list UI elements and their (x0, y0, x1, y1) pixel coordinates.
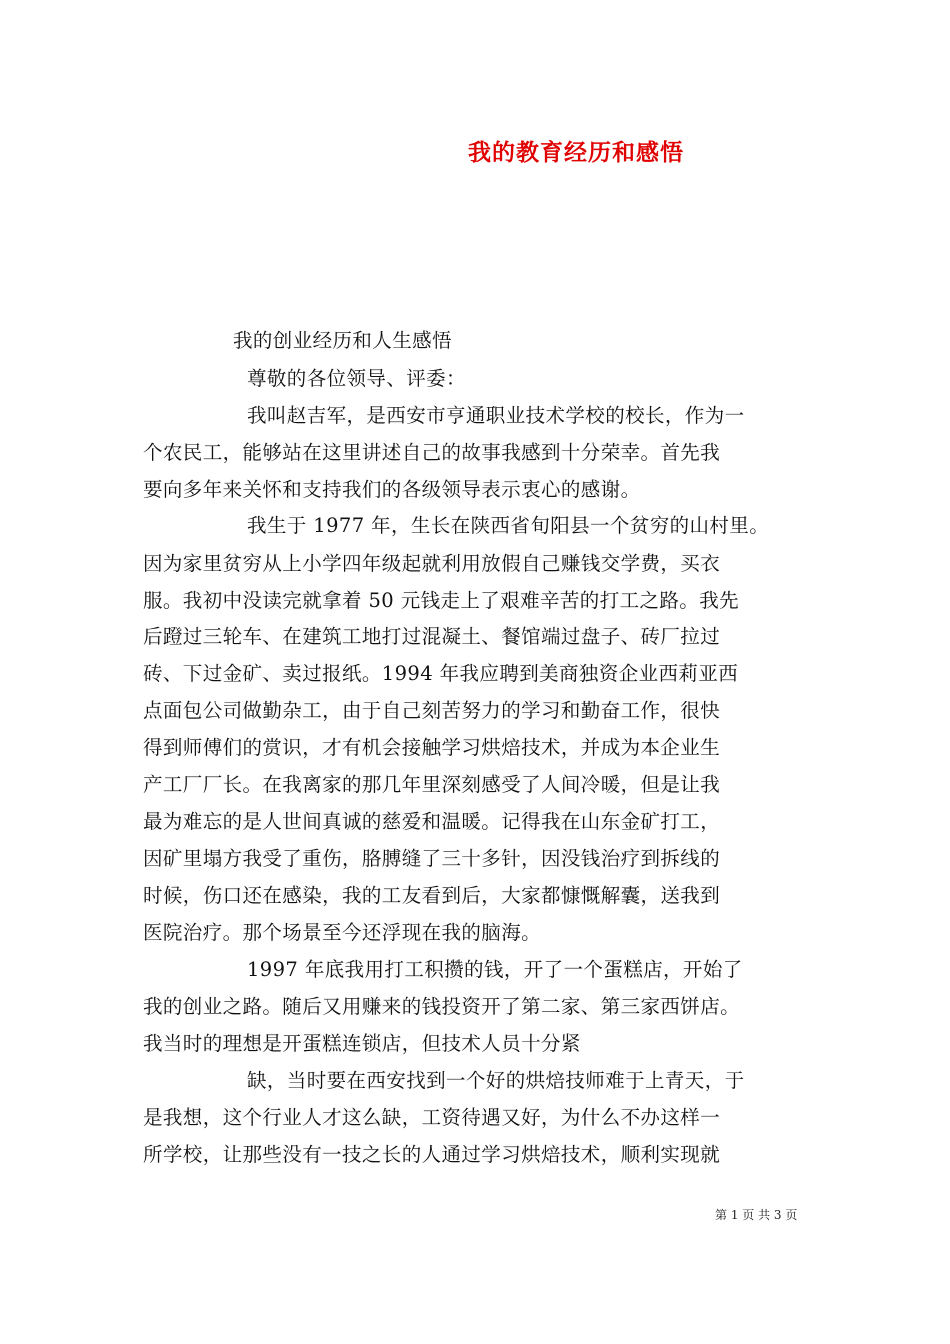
body-line: 产工厂厂长。在我离家的那几年里深刻感受了人间冷暖，但是让我 (143, 773, 721, 796)
body-line: 时候，伤口还在感染，我的工友看到后，大家都慷慨解囊，送我到 (143, 884, 721, 907)
salutation: 尊敬的各位领导、评委： (247, 367, 466, 390)
body-line: 所学校，让那些没有一技之长的人通过学习烘焙技术，顺利实现就 (143, 1143, 721, 1166)
subtitle: 我的创业经历和人生感悟 (233, 329, 452, 352)
body-line: 1997 年底我用打工积攒的钱，开了一个蛋糕店，开始了 (247, 958, 743, 981)
body-line: 医院治疗。那个场景至今还浮现在我的脑海。 (143, 921, 542, 944)
body-line: 服。我初中没读完就拿着 50 元钱走上了艰难辛苦的打工之路。我先 (143, 589, 740, 612)
body-line: 最为难忘的是人世间真诚的慈爱和温暖。记得我在山东金矿打工， (143, 810, 721, 833)
body-line: 因矿里塌方我受了重伤，胳膊缝了三十多针，因没钱治疗到拆线的 (143, 847, 721, 870)
body-line: 点面包公司做勤杂工，由于自己刻苦努力的学习和勤奋工作，很快 (143, 699, 721, 722)
body-line: 砖、下过金矿、卖过报纸。1994 年我应聘到美商独资企业西莉亚西 (143, 662, 739, 685)
body-line: 要向多年来关怀和支持我们的各级领导表示衷心的感谢。 (143, 478, 641, 501)
body-line: 我叫赵吉军，是西安市亨通职业技术学校的校长，作为一 (247, 404, 745, 427)
body-line: 是我想，这个行业人才这么缺，工资待遇又好，为什么不办这样一 (143, 1106, 721, 1129)
body-line: 因为家里贫穷从上小学四年级起就利用放假自己赚钱交学费，买衣 (143, 552, 721, 575)
body-line: 后蹬过三轮车、在建筑工地打过混凝土、餐馆端过盘子、砖厂拉过 (143, 625, 721, 648)
body-line: 个农民工，能够站在这里讲述自己的故事我感到十分荣幸。首先我 (143, 441, 721, 464)
body-line: 缺，当时要在西安找到一个好的烘焙技师难于上青天，于 (247, 1069, 745, 1092)
body-line: 得到师傅们的赏识，才有机会接触学习烘焙技术，并成为本企业生 (143, 736, 721, 759)
body-line: 我的创业之路。随后又用赚来的钱投资开了第二家、第三家西饼店。 (143, 995, 741, 1018)
body-line: 我生于 1977 年，生长在陕西省旬阳县一个贫穷的山村里。 (247, 514, 770, 537)
page-footer: 第 1 页 共 3 页 (715, 1208, 798, 1222)
body-line: 我当时的理想是开蛋糕连锁店，但技术人员十分紧 (143, 1032, 581, 1055)
document-title: 我的教育经历和感悟 (468, 139, 684, 166)
